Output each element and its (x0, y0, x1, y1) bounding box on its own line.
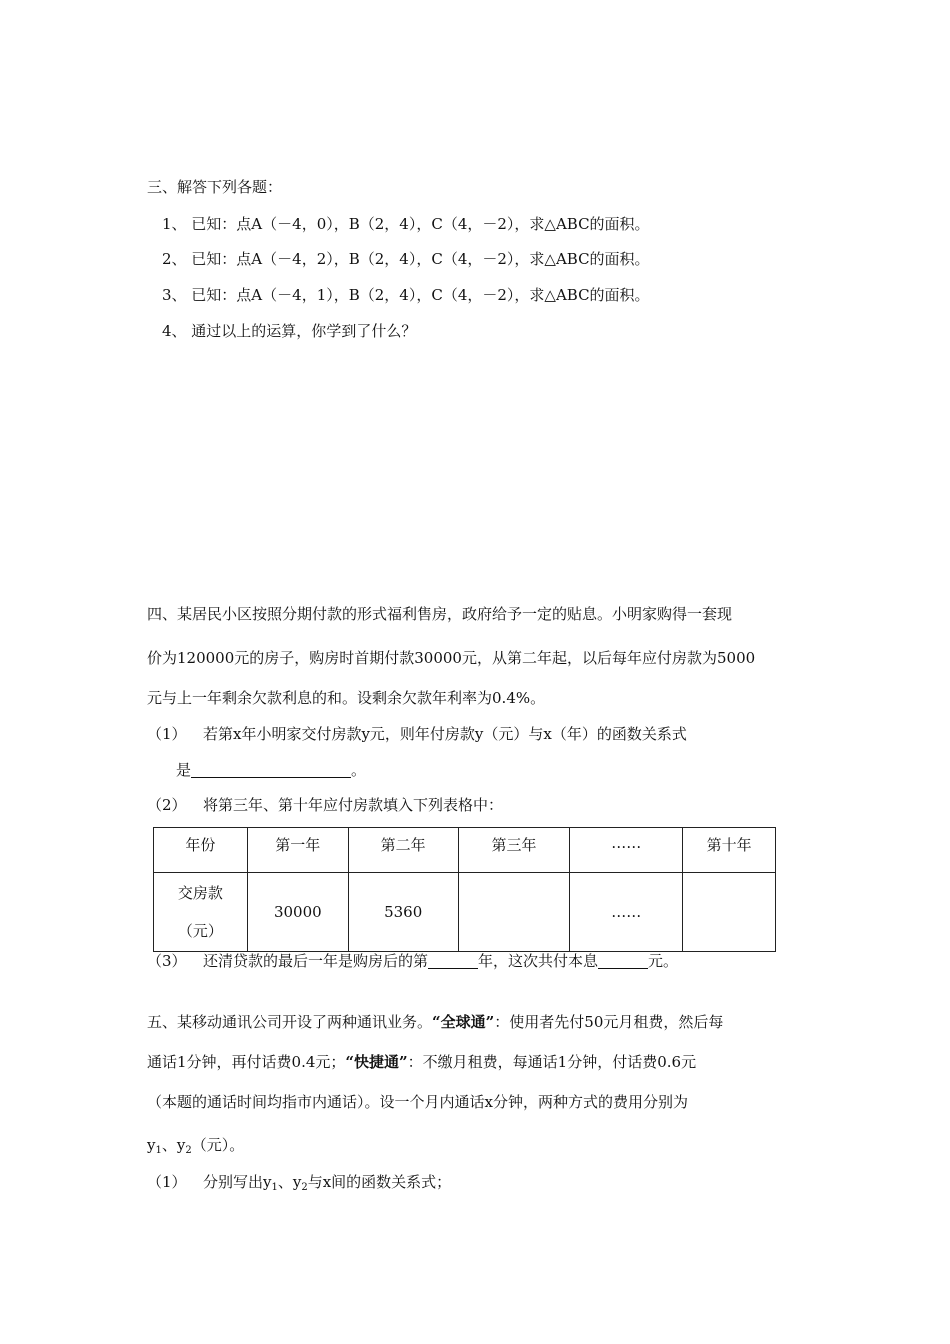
answer-blank-year[interactable] (428, 952, 478, 969)
section-5-line-1-a: 五、某移动通讯公司开设了两种通讯业务。 (147, 1013, 433, 1031)
question-4-2-number: （2） (147, 796, 187, 814)
answer-blank-function[interactable] (191, 761, 351, 778)
section-5-line-2-a: 通话1分钟，再付话费0.4元； (147, 1053, 346, 1071)
question-4-1-continuation (176, 760, 366, 780)
question-4-3-part-c: 元。 (648, 952, 679, 970)
subscript-1: 1 (155, 1145, 162, 1156)
payment-table (153, 827, 776, 952)
table-header-row (154, 828, 776, 873)
table-header-year: 年份 (154, 828, 248, 873)
section-5-line-1 (147, 1012, 723, 1032)
row-label-unit: （元） (177, 922, 223, 940)
row-label-payment: 交房款 (177, 884, 223, 902)
question-5-1-part-b: 、y (277, 1173, 302, 1191)
table-header-year-10: 第十年 (683, 828, 776, 873)
question-3-2: 2、 已知：点A（－4，2），B（2，4），C（4，－2），求△ABC的面积。 (162, 250, 650, 268)
table-cell-year-1: 30000 (247, 873, 348, 952)
table-row-label (154, 873, 248, 952)
subscript-2: 2 (185, 1145, 192, 1156)
plan-name-global: “全球通” (432, 1013, 495, 1031)
table-cell-ellipsis: …… (570, 873, 683, 952)
question-4-3-number: （3） (147, 952, 187, 970)
subscript-1: 1 (271, 1182, 278, 1193)
question-4-3-text (203, 951, 678, 971)
table-header-year-2: 第二年 (348, 828, 458, 873)
question-3-1: 1、 已知：点A（－4，0），B（2，4），C（4，－2），求△ABC的面积。 (162, 215, 650, 233)
subscript-2: 2 (301, 1182, 308, 1193)
section-5-line-2 (147, 1052, 696, 1072)
answer-blank-amount[interactable] (598, 952, 648, 969)
question-4-1-number: （1） (147, 725, 187, 743)
question-4-1-text: 若第x年小明家交付房款y元，则年付房款y（元）与x（年）的函数关系式 (203, 725, 687, 743)
section-5-line-2-c: ：不缴月租费，每通话1分钟，付话费0.6元 (407, 1053, 697, 1071)
question-4-1-suffix: 。 (351, 761, 367, 779)
section-4-line-3: 元与上一年剩余欠款利息的和。设剩余欠款年利率为0.4%。 (147, 689, 546, 707)
question-5-1-part-a: 分别写出y (203, 1173, 272, 1191)
question-5-1-part-c: 与x间的函数关系式； (307, 1173, 452, 1191)
table-cell-year-10[interactable] (683, 873, 776, 952)
table-cell-year-2: 5360 (348, 873, 458, 952)
question-5-1-number: （1） (147, 1173, 187, 1191)
unit-yuan: （元）。 (191, 1136, 245, 1154)
question-5-1-text (203, 1172, 451, 1198)
table-header-ellipsis: …… (570, 828, 683, 873)
section-4-line-2: 价为120000元的房子，购房时首期付款30000元，从第二年起，以后每年应付房款为5000 (147, 649, 756, 667)
plan-name-express: “快捷通” (345, 1053, 408, 1071)
question-4-1-prefix: 是 (176, 761, 192, 779)
question-3-4: 4、 通过以上的运算，你学到了什么？ (162, 322, 417, 340)
section-3-heading: 三、解答下列各题： (147, 178, 283, 196)
section-4-line-1: 四、某居民小区按照分期付款的形式福利售房，政府给予一定的贴息。小明家购得一套现 (147, 605, 733, 623)
section-5-line-3: （本题的通话时间均指市内通话）。设一个月内通话x分钟，两种方式的费用分别为 (147, 1093, 688, 1111)
question-3-3: 3、 已知：点A（－4，1），B（2，4），C（4，－2），求△ABC的面积。 (162, 286, 650, 304)
table-cell-year-3[interactable] (458, 873, 570, 952)
question-4-2-text: 将第三年、第十年应付房款填入下列表格中： (203, 796, 504, 814)
var-y-sep: 、y (161, 1136, 186, 1154)
table-header-year-3: 第三年 (458, 828, 570, 873)
table-header-year-1: 第一年 (247, 828, 348, 873)
section-5-line-4 (147, 1135, 244, 1161)
question-4-3-part-b: 年，这次共付本息 (478, 952, 599, 970)
section-5-line-1-c: ：使用者先付50元月租费，然后每 (494, 1013, 724, 1031)
question-4-3-part-a: 还清贷款的最后一年是购房后的第 (203, 952, 429, 970)
table-row (154, 873, 776, 952)
var-y: y (147, 1136, 156, 1154)
